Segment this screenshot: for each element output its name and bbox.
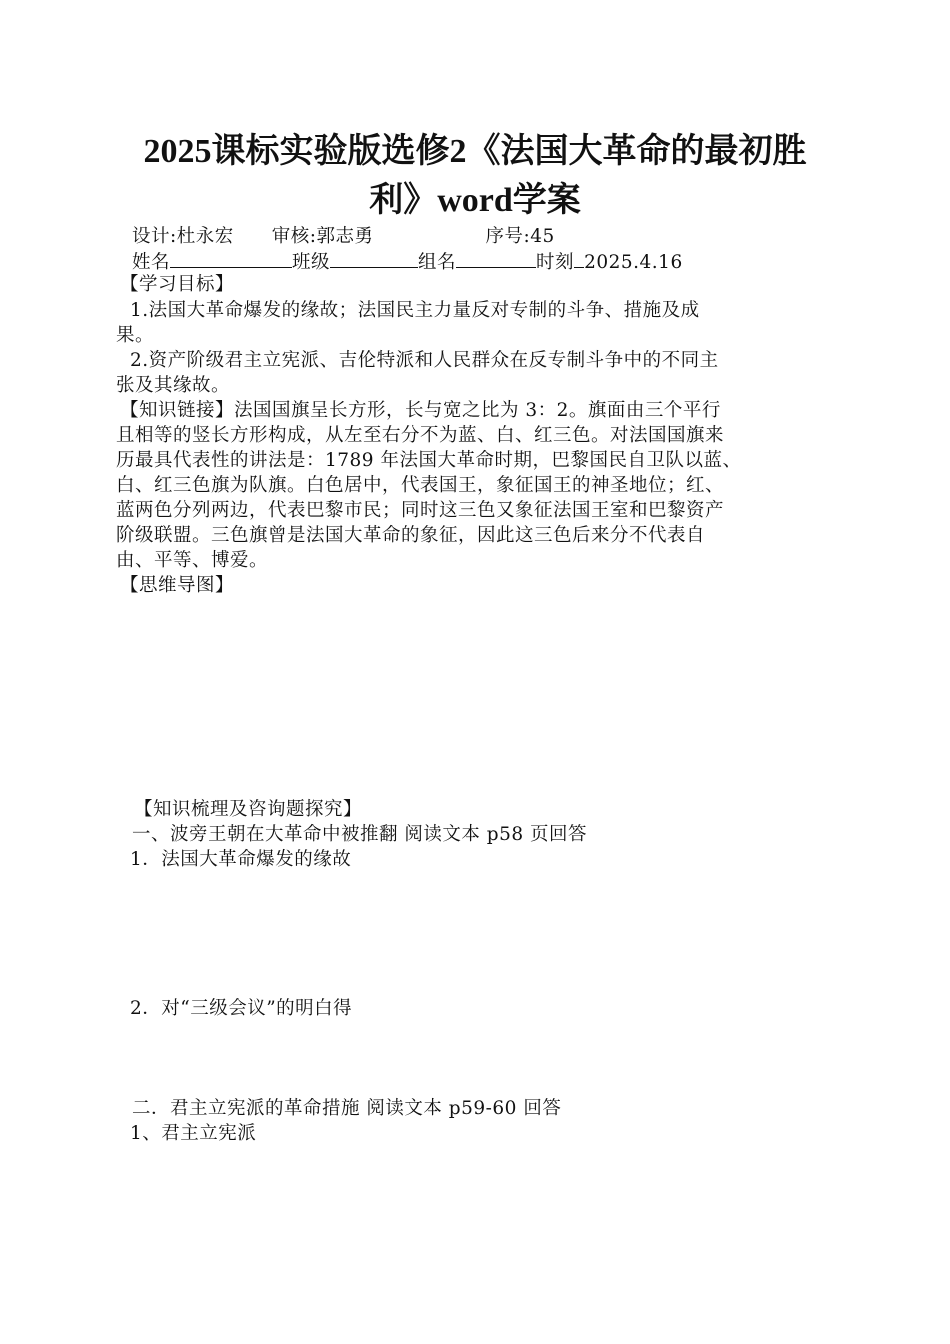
question-2: 2．对“三级会议”的明白得 (130, 998, 353, 1019)
section-2-heading: 二．君主立宪派的革命措施 阅读文本 p59-60 回答 (132, 1098, 562, 1119)
class-blank[interactable] (330, 249, 418, 268)
objective-2-line1: 2.资产阶级君主立宪派、吉伦特派和人民群众在反专制斗争中的不同主 (130, 350, 719, 371)
knowledge-link-line3: 历最具代表性的讲法是：1789 年法国大革命时期，巴黎国民自卫队以蓝、 (116, 450, 742, 471)
meta-line (132, 224, 555, 250)
knowledge-link-line6: 阶级联盟。三色旗曾是法国大革命的象征，因此这三色后来分不代表自 (116, 525, 706, 546)
document-title-line1: 2025课标实验版选修2《法国大革命的最初胜 (143, 133, 807, 170)
knowledge-link-line5: 蓝两色分列两边，代表巴黎市民；同时这三色又象征法国王室和巴黎资产 (116, 500, 725, 521)
time-label: 时刻 (536, 252, 575, 273)
knowledge-link-line7: 由、平等、博爱。 (116, 550, 269, 571)
name-label: 姓名 (132, 252, 171, 273)
name-blank[interactable] (170, 249, 292, 268)
section-1-heading: 一、波旁王朝在大革命中被推翻 阅读文本 p58 页回答 (132, 824, 588, 845)
mindmap-heading: 【思维导图】 (120, 575, 235, 596)
class-label: 班级 (292, 252, 331, 273)
time-blank[interactable] (574, 249, 584, 268)
objectives-heading: 【学习目标】 (120, 274, 235, 295)
serial-number: 序号:45 (485, 226, 555, 247)
knowledge-link-line4: 白、红三色旗为队旗。白色居中，代表国王，象征国王的神圣地位；红、 (116, 475, 725, 496)
question-3: 1、君主立宪派 (130, 1123, 257, 1144)
knowledge-link-line1: 【知识链接】法国国旗呈长方形，长与宽之比为 3：2。旗面由三个平行 (120, 400, 721, 421)
objective-1-line1: 1.法国大革命爆发的缘故；法国民主力量反对专制的斗争、措施及成 (130, 300, 700, 321)
designer: 设计:杜永宏 (132, 226, 234, 247)
group-blank[interactable] (456, 249, 536, 268)
document-title-line2: 利》word学案 (369, 182, 581, 219)
group-label: 组名 (418, 252, 457, 273)
question-1: 1．法国大革命爆发的缘故 (130, 849, 352, 870)
knowledge-link-line2: 且相等的竖长方形构成，从左至右分不为蓝、白、红三色。对法国国旗来 (116, 425, 725, 446)
reviewer: 审核:郭志勇 (271, 226, 374, 247)
date: 2025.4.16 (584, 252, 683, 273)
objective-2-line2: 张及其缘故。 (116, 375, 231, 396)
inquiry-heading: 【知识梳理及咨询题探究】 (134, 799, 363, 820)
objective-1-line2: 果。 (116, 325, 155, 346)
